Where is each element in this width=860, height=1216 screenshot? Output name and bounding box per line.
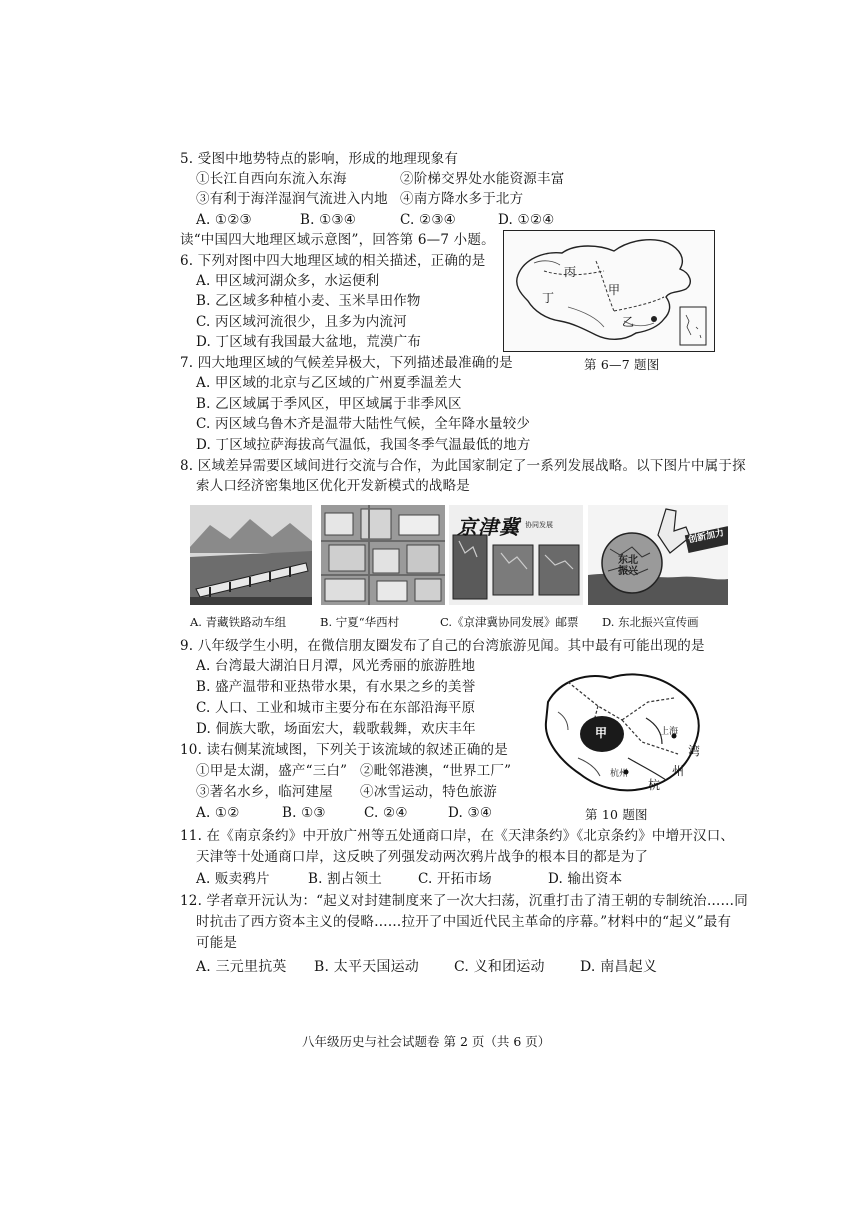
photo-huaxi-village (321, 505, 445, 605)
q8-stem-line2: 索人口经济密集地区优化开发新模式的战略是 (196, 478, 470, 494)
q12-option-c[interactable]: C. 义和团运动 (454, 959, 545, 975)
q6-option-b[interactable]: B. 乙区域多种植小麦、玉米旱田作物 (196, 293, 421, 309)
q9-option-d[interactable]: D. 侗族大歌，场面宏大，载歌载舞，欢庆丰年 (196, 721, 476, 737)
map-label-bing: 丙 (564, 265, 577, 279)
q10-item-3: ③著名水乡，临河建屋 (196, 784, 333, 800)
q12-option-b[interactable]: B. 太平天国运动 (314, 959, 419, 975)
q7-option-b[interactable]: B. 乙区域属于季风区，甲区域属于非季风区 (196, 396, 462, 412)
q5-option-a[interactable]: A. ①②③ (196, 212, 252, 228)
river-basin-map (538, 662, 710, 800)
q5-item-1: ①长江自西向东流入东海 (196, 171, 347, 187)
photo-northeast-poster (588, 505, 728, 605)
q10-options (196, 804, 516, 822)
stamp-subtitle: 协同发展 (525, 521, 553, 529)
q8-caption-c[interactable]: C.《京津冀协同发展》邮票 (440, 615, 579, 629)
q10-option-b[interactable]: B. ①③ (282, 805, 326, 821)
q6-option-d[interactable]: D. 丁区域有我国最大盆地，荒漠广布 (196, 334, 422, 350)
page-footer: 八年级历史与社会试题卷 第 2 页（共 6 页） (302, 1034, 551, 1049)
q10-item-1: ①甲是太湖，盛产“三白” (196, 763, 348, 779)
q5-item-2: ②阶梯交界处水能资源丰富 (400, 171, 565, 187)
basin-map-graphic (538, 662, 710, 800)
map-label-ding: 丁 (542, 291, 555, 305)
q11-option-d[interactable]: D. 输出资本 (548, 871, 623, 887)
map-intro: 读“中国四大地理区域示意图”，回答第 6—7 小题。 (180, 232, 495, 248)
q9-stem: 9. 八年级学生小明，在微信朋友圈发布了自己的台湾旅游见闻。其中最有可能出现的是 (180, 638, 705, 654)
q12-option-a[interactable]: A. 三元里抗英 (196, 959, 287, 975)
q10-item-2: ②毗邻港澳，“世界工厂” (360, 763, 512, 779)
fig10-caption: 第 10 题图 (585, 807, 648, 822)
q9-option-b[interactable]: B. 盛产温带和亚热带水果，有水果之乡的美誉 (196, 679, 476, 695)
basin-label-shanghai: 上海 (660, 727, 679, 737)
village-illustration (321, 505, 445, 605)
map-label-yi: 乙 (622, 315, 635, 329)
q7-option-c[interactable]: C. 丙区域乌鲁木齐是温带大陆性气候，全年降水量较少 (196, 416, 531, 432)
q11-stem-line2: 天津等十处通商口岸，这反映了列强发动两次鸦片战争的根本目的都是为了 (196, 849, 649, 865)
q5-stem: 5. 受图中地势特点的影响，形成的地理现象有 (180, 151, 459, 167)
map-label-jia: 甲 (608, 283, 621, 297)
q7-option-a[interactable]: A. 甲区域的北京与乙区域的广州夏季温差大 (196, 375, 462, 391)
basin-label-zhou: 州 (672, 764, 685, 778)
poster-illustration (588, 505, 728, 605)
q6-option-c[interactable]: C. 丙区域河流很少，且多为内流河 (196, 314, 407, 330)
train-illustration (190, 505, 312, 605)
q12-option-d[interactable]: D. 南昌起义 (580, 959, 658, 975)
q5-option-b[interactable]: B. ①③④ (300, 212, 357, 228)
q7-stem: 7. 四大地理区域的气候差异极大，下列描述最准确的是 (180, 355, 513, 371)
q8-caption-a[interactable]: A. 青藏铁路动车组 (190, 615, 287, 629)
q8-stem-line1: 8. 区域差异需要区域间进行交流与合作，为此国家制定了一系列发展战略。以下图片中属于探 (180, 458, 746, 474)
q10-stem: 10. 读右侧某流域图，下列关于该流域的叙述正确的是 (180, 742, 508, 758)
q5-item-3: ③有利于海洋湿润气流进入内地 (196, 191, 388, 207)
stamp-title: 京津冀 (457, 515, 520, 539)
q8-caption-d[interactable]: D. 东北振兴宣传画 (602, 615, 699, 629)
photo-qinghai-tibet-train (190, 505, 312, 605)
q9-option-c[interactable]: C. 人口、工业和城市主要分布在东部沿海平原 (196, 700, 476, 716)
q10-option-d[interactable]: D. ③④ (448, 805, 493, 821)
q5-item-4: ④南方降水多于北方 (400, 191, 524, 207)
q6-stem: 6. 下列对图中四大地理区域的相关描述，正确的是 (180, 253, 486, 269)
q9-option-a[interactable]: A. 台湾最大湖泊日月潭，风光秀丽的旅游胜地 (196, 658, 476, 674)
q10-option-a[interactable]: A. ①② (196, 805, 240, 821)
q12-stem-line3: 可能是 (196, 935, 238, 951)
q11-option-a[interactable]: A. 贩卖鸦片 (196, 871, 270, 887)
basin-label-jia: 甲 (595, 726, 608, 740)
q11-option-c[interactable]: C. 开拓市场 (418, 871, 492, 887)
q5-option-d[interactable]: D. ①②④ (498, 212, 555, 228)
q10-item-4: ④冰雪运动，特色旅游 (360, 784, 497, 800)
q5-options (196, 211, 596, 229)
q6-option-a[interactable]: A. 甲区域河湖众多，水运便利 (196, 273, 380, 289)
q10-option-c[interactable]: C. ②④ (364, 805, 408, 821)
china-regions-map (503, 230, 715, 352)
poster-text-chuangxin: 创新加力 (687, 528, 725, 546)
q8-caption-b[interactable]: B. 宁夏“华西村 (320, 615, 400, 629)
basin-label-hangzhou: 杭州 (610, 769, 629, 779)
q12-options (196, 958, 696, 976)
photo-jingjinji-stamp (449, 505, 583, 605)
q7-option-d[interactable]: D. 丁区域拉萨海拔高气温低，我国冬季气温最低的地方 (196, 437, 531, 453)
basin-label-wan: 湾 (688, 744, 701, 758)
q5-option-c[interactable]: C. ②③④ (400, 212, 456, 228)
q11-option-b[interactable]: B. 割占领土 (308, 871, 382, 887)
q11-options (196, 870, 656, 888)
q11-stem-line1: 11. 在《南京条约》中开放广州等五处通商口岸，在《天津条约》《北京条约》中增开汉口、 (180, 828, 735, 844)
poster-text-dongbei: 东北振兴 (618, 555, 638, 577)
fig67-caption: 第 6—7 题图 (584, 357, 660, 372)
basin-label-hang: 杭 (648, 778, 661, 792)
q12-stem-line1: 12. 学者章开沅认为：“起义对封建制度来了一次大扫荡，沉重打击了清王朝的专制统治……同 (180, 893, 748, 909)
q12-stem-line2: 时抗击了西方资本主义的侵略……拉开了中国近代民主革命的序幕。”材料中的“起义”最有 (196, 914, 732, 930)
